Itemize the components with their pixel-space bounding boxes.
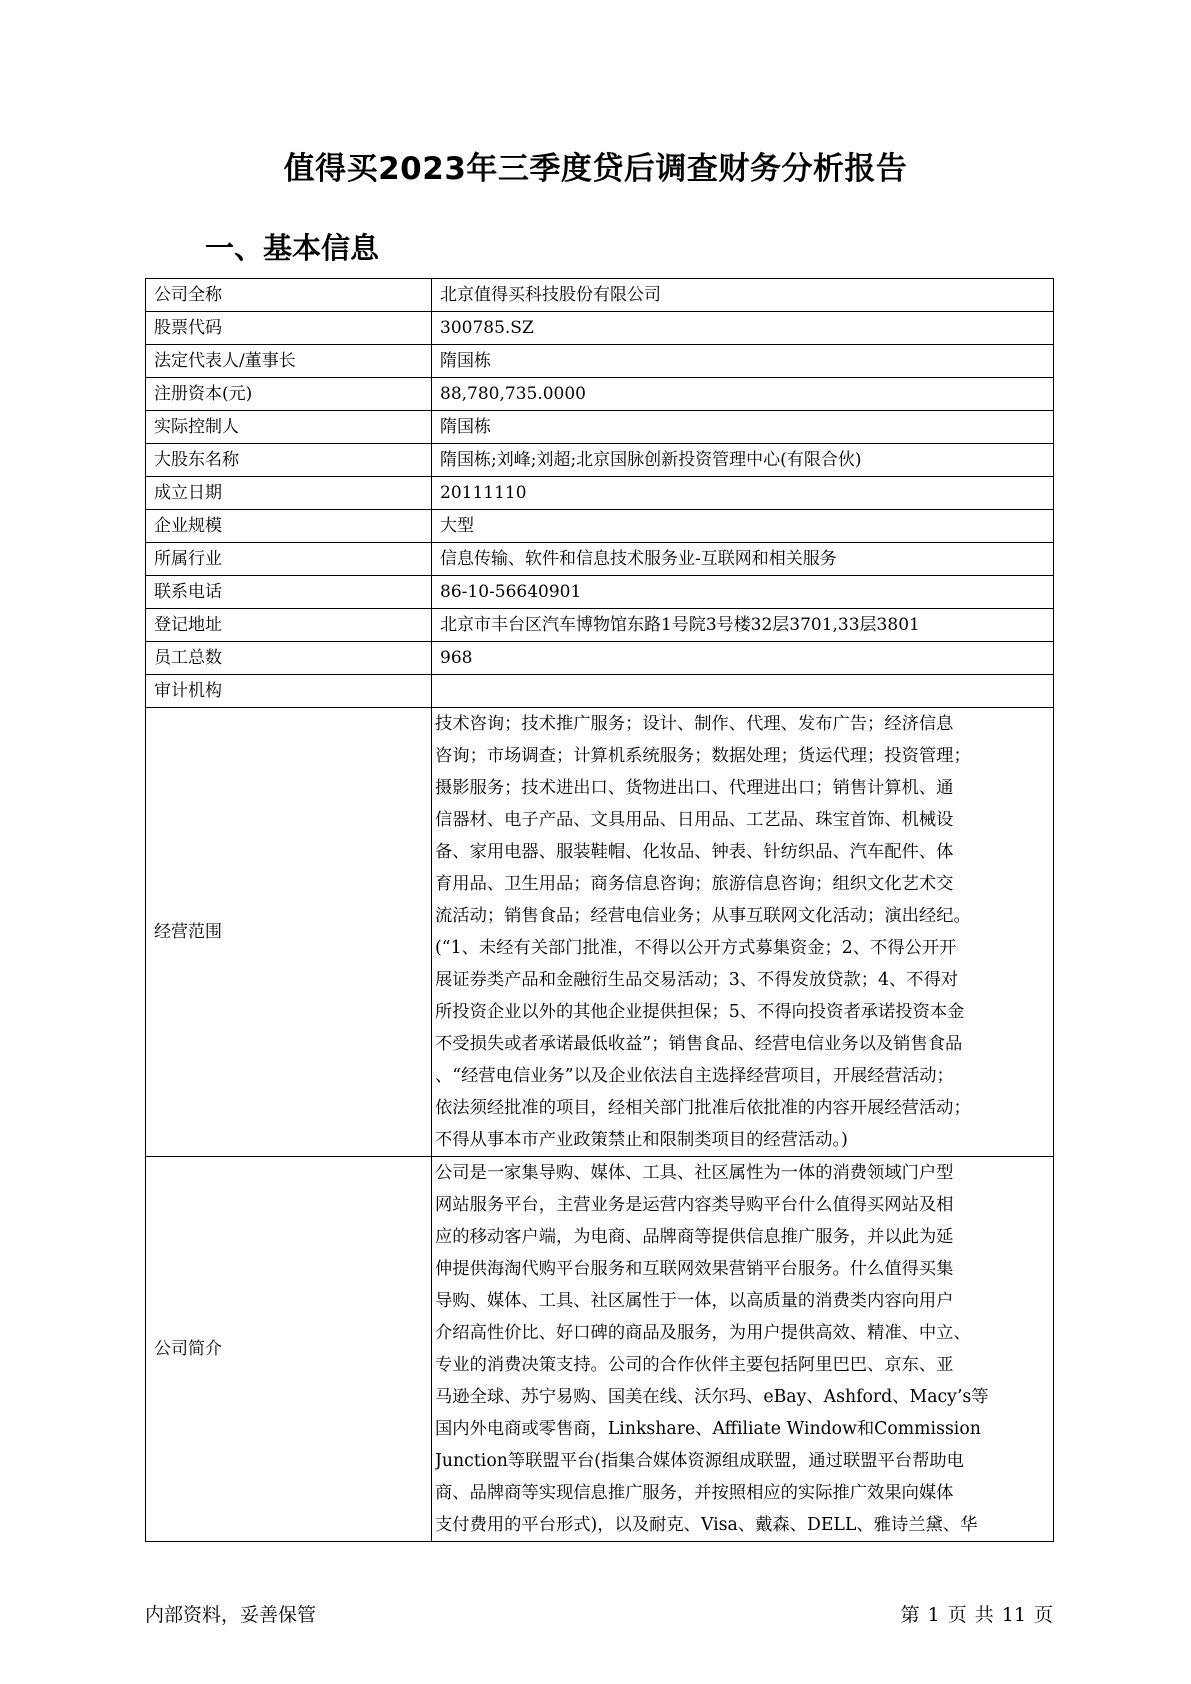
- row-label: 所属行业: [146, 543, 432, 576]
- row-label: 审计机构: [146, 675, 432, 708]
- row-value: 968: [432, 642, 1054, 675]
- table-row: [146, 411, 1054, 444]
- text-line: 、“经营电信业务”以及企业依法自主选择经营项目，开展经营活动；: [435, 1066, 954, 1086]
- table-row: [146, 642, 1054, 675]
- report-title: 值得买2023年三季度贷后调查财务分析报告: [283, 151, 908, 187]
- company-intro-label: 公司简介: [146, 1157, 432, 1542]
- row-value: 隋国栋;刘峰;刘超;北京国脉创新投资管理中心(有限合伙): [432, 444, 1054, 477]
- row-label: 大股东名称: [146, 444, 432, 477]
- footer-page-number: 第 1 页 共 11 页: [900, 1604, 1053, 1626]
- table-row: [146, 510, 1054, 543]
- row-label: 员工总数: [146, 642, 432, 675]
- text-line: 马逊全球、苏宁易购、国美在线、沃尔玛、eBay、Ashford、Macy’s等: [435, 1387, 989, 1407]
- text-line: 网站服务平台，主营业务是运营内容类导购平台什么值得买网站及相: [435, 1195, 954, 1215]
- text-line: 支付费用的平台形式)，以及耐克、Visa、戴森、DELL、雅诗兰黛、华: [435, 1515, 978, 1535]
- text-line: 技术咨询；技术推广服务；设计、制作、代理、发布广告；经济信息: [435, 714, 954, 734]
- row-value: 隋国栋: [432, 345, 1054, 378]
- text-line: 不受损失或者承诺最低收益”；销售食品、经营电信业务以及销售食品: [435, 1034, 963, 1054]
- text-line: 专业的消费决策支持。公司的合作伙伴主要包括阿里巴巴、京东、亚: [435, 1355, 954, 1375]
- table-row: [146, 609, 1054, 642]
- text-line: 公司是一家集导购、媒体、工具、社区属性为一体的消费领域门户型: [435, 1163, 954, 1183]
- footer-confidential-note: 内部资料，妥善保管: [145, 1604, 317, 1626]
- row-value: [432, 675, 1054, 708]
- row-label: 实际控制人: [146, 411, 432, 444]
- basic-info-table: [145, 278, 1054, 1542]
- text-line: 国内外电商或零售商，Linkshare、Affiliate Window和Commission: [435, 1419, 981, 1439]
- text-line: 流活动；销售食品；经营电信业务；从事互联网文化活动；演出经纪。: [435, 906, 971, 926]
- text-line: 咨询；市场调查；计算机系统服务；数据处理；货运代理；投资管理；: [435, 746, 971, 766]
- row-value: 隋国栋: [432, 411, 1054, 444]
- text-line: 商、品牌商等实现信息推广服务，并按照相应的实际推广效果向媒体: [435, 1483, 954, 1503]
- row-value: 北京市丰台区汽车博物馆东路1号院3号楼32层3701,33层3801: [432, 609, 1054, 642]
- text-line: 伸提供海淘代购平台服务和互联网效果营销平台服务。什么值得买集: [435, 1259, 954, 1279]
- row-value: 86-10-56640901: [432, 576, 1054, 609]
- text-line: (“1、未经有关部门批准，不得以公开方式募集资金；2、不得公开开: [435, 938, 957, 958]
- row-value: 300785.SZ: [432, 312, 1054, 345]
- text-line: 备、家用电器、服装鞋帽、化妆品、钟表、针纺织品、汽车配件、体: [435, 842, 954, 862]
- section-heading: 一、基本信息: [205, 231, 380, 265]
- row-value: 信息传输、软件和信息技术服务业-互联网和相关服务: [432, 543, 1054, 576]
- row-label: 股票代码: [146, 312, 432, 345]
- row-label: 联系电话: [146, 576, 432, 609]
- row-value: 88,780,735.0000: [432, 378, 1054, 411]
- table-row: [146, 576, 1054, 609]
- text-line: 育用品、卫生用品；商务信息咨询；旅游信息咨询；组织文化艺术交: [435, 874, 954, 894]
- row-label: 法定代表人/董事长: [146, 345, 432, 378]
- row-label: 公司全称: [146, 279, 432, 312]
- table-row: [146, 378, 1054, 411]
- text-line: 信器材、电子产品、文具用品、日用品、工艺品、珠宝首饰、机械设: [435, 810, 954, 830]
- company-intro-text: [432, 1157, 1054, 1542]
- text-line: 应的移动客户端，为电商、品牌商等提供信息推广服务，并以此为延: [435, 1227, 954, 1247]
- text-line: 展证券类产品和金融衍生品交易活动；3、不得发放贷款；4、不得对: [435, 970, 959, 990]
- row-label: 登记地址: [146, 609, 432, 642]
- business-scope-label: 经营范围: [146, 708, 432, 1157]
- table-row: [146, 444, 1054, 477]
- business-scope-text: [432, 708, 1054, 1157]
- row-value: 北京值得买科技股份有限公司: [432, 279, 1054, 312]
- row-value: 20111110: [432, 477, 1054, 510]
- row-label: 注册资本(元): [146, 378, 432, 411]
- table-row: [146, 675, 1054, 708]
- table-row: [146, 543, 1054, 576]
- row-value: 大型: [432, 510, 1054, 543]
- table-row: [146, 345, 1054, 378]
- table-row: [146, 477, 1054, 510]
- row-label: 企业规模: [146, 510, 432, 543]
- text-line: 导购、媒体、工具、社区属性于一体，以高质量的消费类内容向用户: [435, 1291, 954, 1311]
- table-row: [146, 279, 1054, 312]
- table-row: [146, 312, 1054, 345]
- text-line: 所投资企业以外的其他企业提供担保；5、不得向投资者承诺投资本金: [435, 1002, 965, 1022]
- text-line: 摄影服务；技术进出口、货物进出口、代理进出口；销售计算机、通: [435, 778, 954, 798]
- company-intro-row: [146, 1157, 1054, 1542]
- text-line: Junction等联盟平台(指集合媒体资源组成联盟，通过联盟平台帮助电: [435, 1451, 964, 1471]
- text-line: 介绍高性价比、好口碑的商品及服务，为用户提供高效、精准、中立、: [435, 1323, 971, 1343]
- text-line: 依法须经批准的项目，经相关部门批准后依批准的内容开展经营活动；: [435, 1098, 971, 1118]
- text-line: 不得从事本市产业政策禁止和限制类项目的经营活动。): [435, 1130, 848, 1150]
- row-label: 成立日期: [146, 477, 432, 510]
- business-scope-row: [146, 708, 1054, 1157]
